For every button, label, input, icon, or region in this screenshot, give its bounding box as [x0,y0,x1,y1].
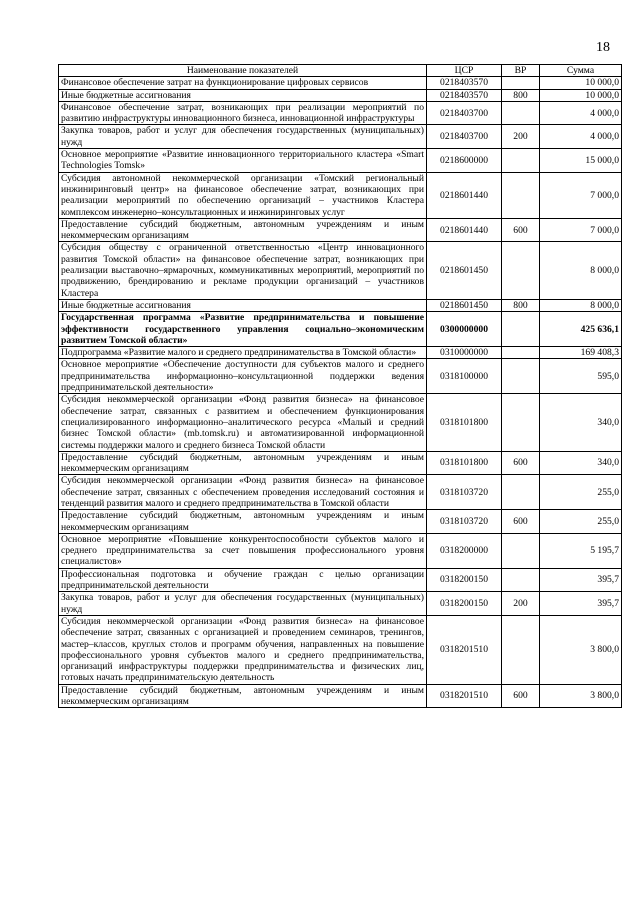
table-row [59,149,622,173]
cell-csr: 0318100000 [427,359,502,394]
cell-name: Субсидия обществу с ограниченной ответственностью «Центр инновационного развития Томской области» на финансовое обеспечение затрат, возникающих при реализации выставочно–ярмарочных, коммуникативных мероприятий, мероприятий по продвижению, брендированию и рекламе продукции организаций – участников Кластера [59,242,427,299]
cell-sum: 255,0 [540,510,622,534]
cell-vr [502,149,540,173]
cell-vr: 200 [502,125,540,149]
cell-csr: 0318200000 [427,533,502,568]
cell-name: Основное мероприятие «Повышение конкурентоспособности субъектов малого и среднего предпринимательства за счет повышения профессионального уровня специалистов» [59,533,427,568]
cell-vr: 200 [502,592,540,616]
cell-name: Иные бюджетные ассигнования [59,299,427,311]
cell-name: Профессиональная подготовка и обучение граждан с целью организации предпринимательской деятельности [59,568,427,592]
cell-vr: 800 [502,299,540,311]
cell-sum: 15 000,0 [540,149,622,173]
header-sum: Сумма [540,65,622,77]
cell-csr: 0218601450 [427,299,502,311]
cell-name: Иные бюджетные ассигнования [59,89,427,101]
cell-name: Подпрограмма «Развитие малого и среднего предпринимательства в Томской области» [59,347,427,359]
cell-csr: 0318200150 [427,568,502,592]
table-row [59,299,622,311]
cell-sum: 340,0 [540,451,622,475]
header-vr: ВР [502,65,540,77]
cell-csr: 0310000000 [427,347,502,359]
table-row [59,592,622,616]
cell-name: Субсидия некоммерческой организации «Фонд развития бизнеса» на финансовое обеспечение затрат, связанных с развитием и обеспечением функционирования специализированного информационно–аналитического ресурса «Малый и средний бизнес Томской области» (mb.tomsk.ru) и автоматизированной информационной системы поддержки малого и среднего бизнеса Томской области [59,394,427,451]
cell-sum: 169 408,3 [540,347,622,359]
table-row [59,347,622,359]
cell-sum: 4 000,0 [540,125,622,149]
cell-vr [502,533,540,568]
cell-sum: 7 000,0 [540,218,622,242]
cell-sum: 3 800,0 [540,615,622,684]
cell-sum: 8 000,0 [540,299,622,311]
cell-vr: 600 [502,218,540,242]
header-csr: ЦСР [427,65,502,77]
cell-name: Предоставление субсидий бюджетным, автономным учреждениям и иным некоммерческим организациям [59,510,427,534]
table-row [59,312,622,347]
table-row [59,394,622,451]
table-body [59,77,622,708]
cell-vr: 600 [502,510,540,534]
cell-csr: 0318101800 [427,394,502,451]
table-header-row [59,65,622,77]
cell-sum: 5 195,7 [540,533,622,568]
table-row [59,77,622,89]
cell-csr: 0318200150 [427,592,502,616]
cell-name: Предоставление субсидий бюджетным, автономным учреждениям и иным некоммерческим организациям [59,684,427,708]
header-name: Наименование показателей [59,65,427,77]
cell-sum: 595,0 [540,359,622,394]
cell-sum: 7 000,0 [540,172,622,218]
cell-csr: 0318103720 [427,475,502,510]
table-row [59,101,622,125]
table-row [59,242,622,299]
cell-name: Финансовое обеспечение затрат на функционирование цифровых сервисов [59,77,427,89]
cell-sum: 10 000,0 [540,89,622,101]
cell-sum: 4 000,0 [540,101,622,125]
cell-csr: 0318101800 [427,451,502,475]
cell-csr: 0318201510 [427,684,502,708]
cell-vr: 600 [502,684,540,708]
table-row [59,533,622,568]
cell-sum: 395,7 [540,592,622,616]
cell-name: Государственная программа «Развитие предпринимательства и повышение эффективности государственного управления социально–экономическим развитием Томской области» [59,312,427,347]
budget-table [58,64,622,708]
cell-vr [502,77,540,89]
cell-csr: 0218403700 [427,125,502,149]
cell-sum: 8 000,0 [540,242,622,299]
table-row [59,218,622,242]
table-row [59,615,622,684]
cell-vr: 600 [502,451,540,475]
cell-csr: 0218601440 [427,218,502,242]
cell-vr [502,615,540,684]
cell-name: Основное мероприятие «Обеспечение доступности для субъектов малого и среднего предпринимательства информационно–консультационной поддержки ведения предпринимательской деятельности» [59,359,427,394]
table-row [59,475,622,510]
table-row [59,684,622,708]
table-row [59,359,622,394]
table-row [59,89,622,101]
cell-vr [502,394,540,451]
cell-name: Финансовое обеспечение затрат, возникающих при реализации мероприятий по развитию инфраструктуры инновационного бизнеса, инновационной инфраструктуры [59,101,427,125]
cell-vr [502,347,540,359]
cell-name: Основное мероприятие «Развитие инновационного территориального кластера «Smart Technologies Tomsk» [59,149,427,173]
cell-vr [502,242,540,299]
cell-csr: 0218403570 [427,77,502,89]
page-number: 18 [596,40,610,55]
cell-sum: 3 800,0 [540,684,622,708]
cell-name: Субсидия автономной некоммерческой организации «Томский региональный инжиниринговый центр» на финансовое обеспечение затрат, возникающих при реализации мероприятий по обеспечению организаций – участников Кластера комплексом инженерно–консультационных и инжиниринговых услуг [59,172,427,218]
cell-vr [502,101,540,125]
cell-sum: 425 636,1 [540,312,622,347]
cell-csr: 0218601440 [427,172,502,218]
cell-csr: 0218403570 [427,89,502,101]
cell-sum: 340,0 [540,394,622,451]
cell-name: Субсидия некоммерческой организации «Фонд развития бизнеса» на финансовое обеспечение затрат, связанных с обеспечением проведения исследований состояния и тенденций развития малого и среднего предпринимательства в Томской области [59,475,427,510]
cell-csr: 0218403700 [427,101,502,125]
cell-vr [502,475,540,510]
cell-name: Закупка товаров, работ и услуг для обеспечения государственных (муниципальных) нужд [59,125,427,149]
cell-name: Предоставление субсидий бюджетным, автономным учреждениям и иным некоммерческим организациям [59,451,427,475]
table-row [59,172,622,218]
cell-csr: 0318103720 [427,510,502,534]
cell-vr: 800 [502,89,540,101]
cell-name: Закупка товаров, работ и услуг для обеспечения государственных (муниципальных) нужд [59,592,427,616]
cell-vr [502,172,540,218]
cell-csr: 0318201510 [427,615,502,684]
cell-name: Субсидия некоммерческой организации «Фонд развития бизнеса» на финансовое обеспечение затрат, связанных с организацией и проведением семинаров, тренингов, мастер–классов, круглых столов и программ обучения, направленных на повышение профессионального уровня субъектов малого и среднего предпринимательства, организаций инфраструктуры поддержки предпринимательства и физических лиц, готовых начать предпринимательскую деятельность [59,615,427,684]
cell-vr [502,568,540,592]
cell-sum: 10 000,0 [540,77,622,89]
cell-csr: 0218601450 [427,242,502,299]
cell-sum: 255,0 [540,475,622,510]
table-row [59,125,622,149]
cell-name: Предоставление субсидий бюджетным, автономным учреждениям и иным некоммерческим организациям [59,218,427,242]
cell-csr: 0218600000 [427,149,502,173]
cell-vr [502,312,540,347]
cell-vr [502,359,540,394]
table-row [59,451,622,475]
table-row [59,568,622,592]
cell-csr: 0300000000 [427,312,502,347]
table-row [59,510,622,534]
cell-sum: 395,7 [540,568,622,592]
